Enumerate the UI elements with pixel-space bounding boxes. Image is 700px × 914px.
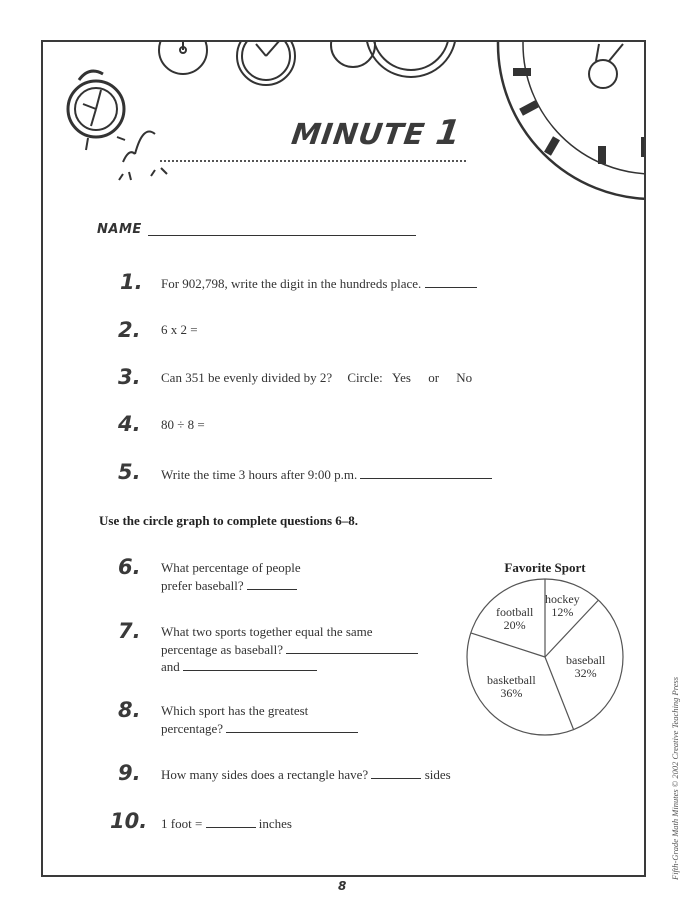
name-label: NAME [97, 222, 142, 237]
page-number: 8 [338, 879, 347, 893]
question-number: 2. [118, 318, 141, 342]
question-number: 10. [110, 809, 148, 833]
question-number: 1. [120, 270, 143, 294]
answer-blank[interactable] [286, 641, 418, 654]
question-10: 1 foot = inches [161, 816, 292, 831]
answer-blank[interactable] [425, 275, 477, 288]
answer-blank[interactable] [371, 766, 421, 779]
question-number: 5. [118, 460, 141, 484]
pie-label-basketball: basketball 36% [487, 673, 536, 700]
question-5: Write the time 3 hours after 9:00 p.m. [161, 466, 492, 484]
chart-title: Favorite Sport [504, 560, 586, 575]
pie-label-baseball: baseball 32% [566, 653, 606, 680]
page-title: MINUTE 1 [289, 113, 464, 153]
question-6: What percentage of people prefer baseball? [161, 560, 301, 593]
pie-label-hockey: hockey 12% [545, 592, 580, 619]
question-number: 8. [118, 698, 141, 722]
pie-label-football: football 20% [496, 605, 534, 632]
answer-blank[interactable] [183, 658, 317, 671]
clock-icon [366, 42, 456, 77]
question-8: Which sport has the greatest percentage? [161, 703, 358, 737]
question-4: 80 ÷ 8 = [161, 417, 205, 432]
title-number: 1 [433, 113, 464, 153]
question-1: For 902,798, write the digit in the hundreds place. [161, 275, 477, 293]
question-number: 9. [118, 761, 141, 785]
question-3: Can 351 be evenly divided by 2? Circle: Yes or No [161, 370, 473, 385]
answer-blank[interactable] [247, 577, 297, 590]
question-number: 3. [118, 365, 141, 389]
question-number: 6. [118, 555, 141, 579]
clock-icon [237, 42, 295, 85]
answer-blank[interactable] [226, 720, 358, 733]
question-2: 6 x 2 = [161, 322, 198, 337]
instruction-text: Use the circle graph to complete questions 6–8. [99, 513, 359, 528]
answer-blank[interactable] [206, 815, 256, 828]
question-7: What two sports together equal the same percentage as baseball? and [161, 624, 418, 676]
question-number: 4. [118, 412, 141, 436]
worksheet-frame [41, 40, 646, 877]
clock-icon [498, 42, 646, 199]
option-no[interactable]: No [456, 370, 473, 385]
question-number: 7. [118, 619, 141, 643]
option-yes[interactable]: Yes [392, 370, 411, 385]
answer-blank[interactable] [360, 466, 492, 479]
name-input-line[interactable] [148, 235, 416, 236]
title-dotted-rule [160, 160, 466, 162]
question-9: How many sides does a rectangle have? sides [161, 767, 451, 782]
copyright-credit: Fifth-Grade Math Minutes © 2002 Creative Teaching Press [670, 676, 680, 880]
